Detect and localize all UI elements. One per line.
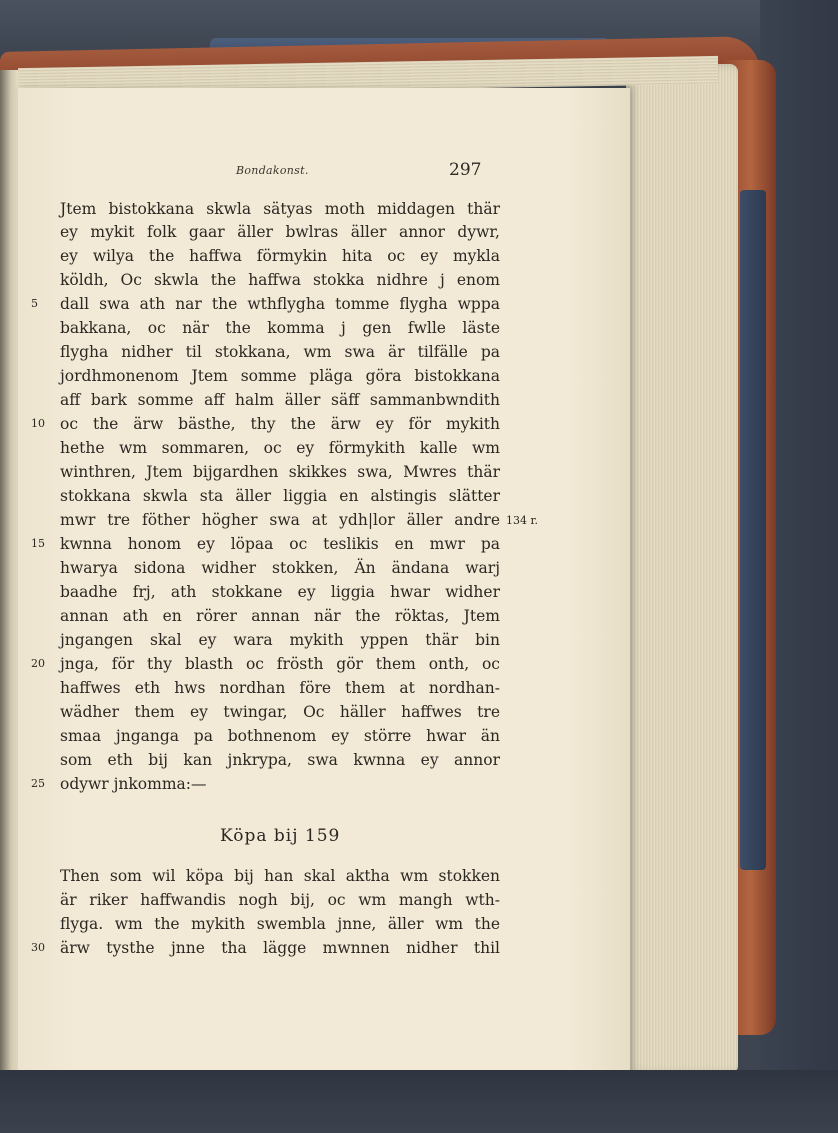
line-number: 25: [31, 777, 45, 790]
text-line: smaa jnganga pa bothnenom ey större hwar än: [60, 727, 500, 745]
text-line: jngangen skal ey wara mykith yppen thär bin: [60, 631, 500, 649]
text-line: wädher them ey twingar, Oc häller haffwes tre: [60, 703, 500, 721]
text-line: jordhmonenom Jtem somme pläga göra bistokkana: [60, 367, 500, 385]
text-line: winthren, Jtem bijgardhen skikkes swa, Mwres thär: [60, 463, 500, 481]
page-number: 297: [449, 160, 482, 180]
bottom-shadow: [0, 1070, 838, 1133]
book-cover-spine-band: [740, 190, 766, 870]
text-line: hwarya sidona widher stokken, Än ändana warj: [60, 559, 500, 577]
line-number: 10: [31, 417, 45, 430]
text-line: ey mykit folk gaar äller bwlras äller annor dywr,: [60, 223, 500, 241]
text-line: kwnna honom ey löpaa oc teslikis en mwr pa: [60, 535, 500, 553]
section-heading: Köpa bij 159: [220, 826, 341, 846]
text-line: aff bark somme aff halm äller säff sammanbwndith: [60, 391, 500, 409]
text-line: köldh, Oc skwla the haffwa stokka nidhre j enom: [60, 271, 500, 289]
text-line: bakkana, oc när the komma j gen fwlle läste: [60, 319, 500, 337]
text-line: flygha nidher til stokkana, wm swa är tilfälle pa: [60, 343, 500, 361]
text-line: oc the ärw bästhe, thy the ärw ey för mykith: [60, 415, 500, 433]
line-number: 30: [31, 941, 45, 954]
text-line: är riker haffwandis nogh bij, oc wm mangh wth-: [60, 891, 500, 909]
text-line: dall swa ath nar the wthflygha tomme flygha wppa: [60, 295, 500, 313]
page-stack-edge: [626, 64, 738, 1074]
text-line: odywr jnkomma:—: [60, 775, 207, 793]
left-page-edge: [0, 70, 18, 1070]
text-line: baadhe frj, ath stokkane ey liggia hwar widher: [60, 583, 500, 601]
line-number: 20: [31, 657, 45, 670]
text-line: mwr tre föther högher swa at ydh|lor äller andre: [60, 511, 500, 529]
text-line: ärw tysthe jnne tha lägge mwnnen nidher thil: [60, 939, 500, 957]
running-head: Bondakonst.: [236, 164, 309, 177]
margin-note: 134 r.: [506, 514, 539, 527]
text-line: jnga, för thy blasth oc frösth gör them onth, oc: [60, 655, 500, 673]
text-line: Jtem bistokkana skwla sätyas moth middagen thär: [60, 200, 500, 218]
line-number: 15: [31, 537, 45, 550]
text-line: ey wilya the haffwa förmykin hita oc ey mykla: [60, 247, 500, 265]
text-line: haffwes eth hws nordhan före them at nordhan-: [60, 679, 500, 697]
text-line: stokkana skwla sta äller liggia en alstingis slätter: [60, 487, 500, 505]
text-line: Then som wil köpa bij han skal aktha wm stokken: [60, 867, 500, 885]
text-line: som eth bij kan jnkrypa, swa kwnna ey annor: [60, 751, 500, 769]
text-line: annan ath en rörer annan när the röktas, Jtem: [60, 607, 500, 625]
line-number: 5: [31, 297, 38, 310]
text-line: hethe wm sommaren, oc ey förmykith kalle wm: [60, 439, 500, 457]
text-line: flyga. wm the mykith swembla jnne, äller wm the: [60, 915, 500, 933]
